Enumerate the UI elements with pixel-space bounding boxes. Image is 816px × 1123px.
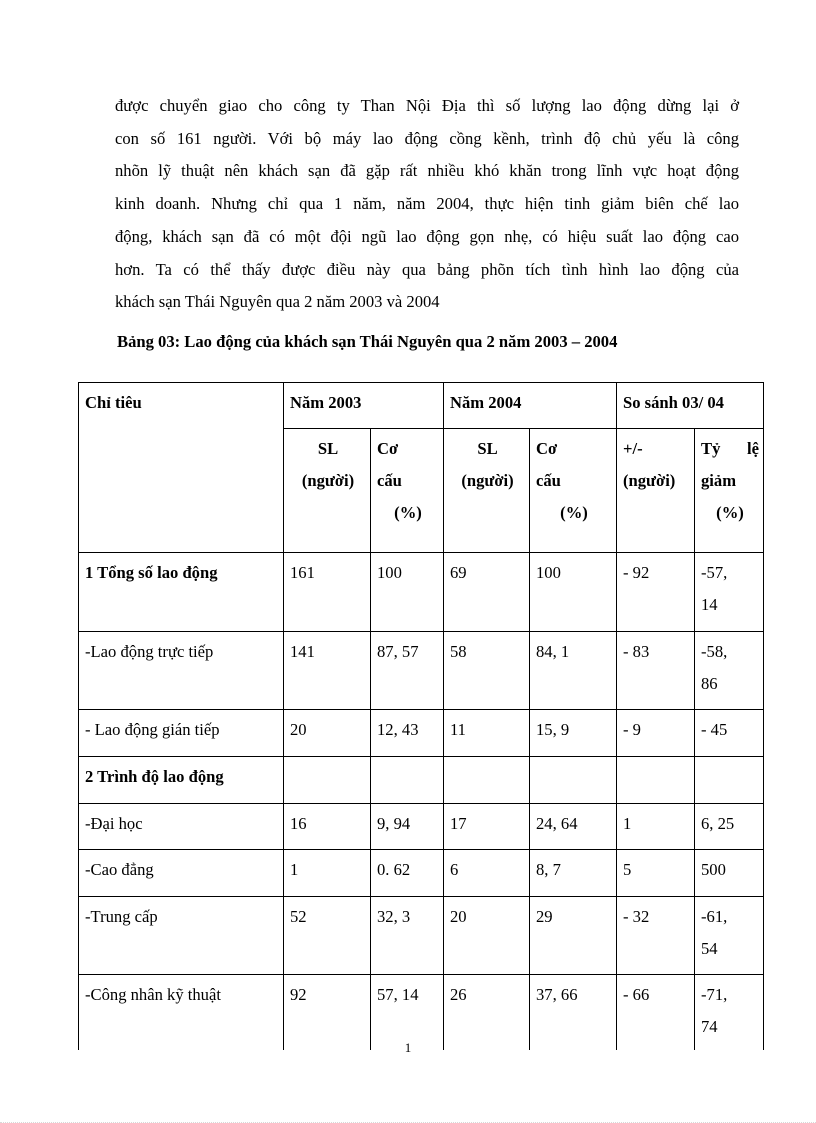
subheader-cc-2003: Cơ cấu (%)	[371, 429, 444, 553]
cell-rate: 500	[695, 850, 764, 897]
cell-cc-2004: 24, 64	[530, 804, 617, 850]
header-criteria: Chỉ tiêu	[79, 383, 284, 553]
cell-cc-2004: 8, 7	[530, 850, 617, 897]
cell-sl-2003: 141	[284, 632, 371, 710]
cell-cc-2003: 100	[371, 553, 444, 632]
cell-cc-2003: 32, 3	[371, 897, 444, 975]
table-caption: Bảng 03: Lao động của khách sạn Thái Nguyên qua 2 năm 2003 – 2004	[117, 332, 618, 351]
cell-diff	[617, 757, 695, 804]
cell-cc-2004: 37, 66	[530, 975, 617, 1050]
subheader-rate: Tỷ lệ giảm (%)	[695, 429, 764, 553]
cell-cc-2003: 57, 14	[371, 975, 444, 1050]
subheader-cc-2004: Cơ cấu (%)	[530, 429, 617, 553]
row-label: 2 Trình độ lao động	[79, 757, 284, 804]
cell-diff: - 66	[617, 975, 695, 1050]
cell-rate	[695, 757, 764, 804]
cell-sl-2004: 20	[444, 897, 530, 975]
cell-sl-2003: 161	[284, 553, 371, 632]
cell-sl-2003: 16	[284, 804, 371, 850]
subheader-sl-2003: SL (người)	[284, 429, 371, 553]
cell-cc-2004: 29	[530, 897, 617, 975]
header-compare: So sánh 03/ 04	[617, 383, 764, 429]
cell-cc-2003: 87, 57	[371, 632, 444, 710]
paragraph-line: kinh doanh. Nhưng chỉ qua 1 năm, năm 2004, thực hiện tinh giảm biên chế lao	[115, 194, 739, 214]
cell-diff: - 9	[617, 710, 695, 757]
cell-sl-2004: 6	[444, 850, 530, 897]
table-row	[79, 553, 764, 632]
subheader-sl-2004: SL (người)	[444, 429, 530, 553]
cell-rate: -61, 54	[695, 897, 764, 975]
cell-cc-2004: 84, 1	[530, 632, 617, 710]
cell-sl-2003: 1	[284, 850, 371, 897]
cell-diff: - 32	[617, 897, 695, 975]
cell-cc-2003: 9, 94	[371, 804, 444, 850]
header-year-2003: Năm 2003	[284, 383, 444, 429]
cell-sl-2004: 26	[444, 975, 530, 1050]
table-row	[79, 804, 764, 850]
cell-cc-2004	[530, 757, 617, 804]
cell-diff: 5	[617, 850, 695, 897]
paragraph-line: khách sạn Thái Nguyên qua 2 năm 2003 và 2004	[115, 292, 440, 312]
cell-sl-2003: 52	[284, 897, 371, 975]
row-label: -Lao động trực tiếp	[79, 632, 284, 710]
cell-sl-2004: 11	[444, 710, 530, 757]
cell-cc-2004: 15, 9	[530, 710, 617, 757]
table-row	[79, 710, 764, 757]
cell-sl-2003: 20	[284, 710, 371, 757]
paragraph-line: động, khách sạn đã có một đội ngũ lao động gọn nhẹ, có hiệu suất lao động cao	[115, 226, 739, 246]
row-label: -Công nhân kỹ thuật	[79, 975, 284, 1050]
row-label: 1 Tổng số lao động	[79, 553, 284, 632]
cell-sl-2004	[444, 757, 530, 804]
cell-rate: -57, 14	[695, 553, 764, 632]
cell-sl-2003: 92	[284, 975, 371, 1050]
cell-diff: - 83	[617, 632, 695, 710]
row-label: -Đại học	[79, 804, 284, 850]
table-row	[79, 850, 764, 897]
cell-diff: 1	[617, 804, 695, 850]
table-row	[79, 632, 764, 710]
cell-cc-2003	[371, 757, 444, 804]
cell-rate: 6, 25	[695, 804, 764, 850]
cell-cc-2003: 12, 43	[371, 710, 444, 757]
table-header-row	[79, 383, 764, 429]
table-row	[79, 975, 764, 1050]
row-label: -Trung cấp	[79, 897, 284, 975]
intro-paragraph	[115, 90, 739, 319]
paragraph-line: con số 161 người. Với bộ máy lao động cồng kềnh, trình độ chủ yếu là công	[115, 128, 739, 148]
cell-cc-2004: 100	[530, 553, 617, 632]
table-row	[79, 757, 764, 804]
cell-diff: - 92	[617, 553, 695, 632]
table-row	[79, 897, 764, 975]
page-number: 1	[404, 1040, 412, 1055]
cell-rate: -71, 74	[695, 975, 764, 1050]
cell-sl-2003	[284, 757, 371, 804]
row-label: -Cao đẳng	[79, 850, 284, 897]
paragraph-line: hơn. Ta có thể thấy được điều này qua bảng phõn tích tình hình lao động của	[115, 259, 739, 279]
labor-table	[78, 382, 764, 1050]
subheader-diff: +/- (người)	[617, 429, 695, 553]
paragraph-line: được chuyển giao cho công ty Than Nội Địa thì số lượng lao động dừng lại ở	[115, 96, 739, 115]
cell-sl-2004: 58	[444, 632, 530, 710]
cell-cc-2003: 0. 62	[371, 850, 444, 897]
cell-sl-2004: 69	[444, 553, 530, 632]
row-label: - Lao động gián tiếp	[79, 710, 284, 757]
header-year-2004: Năm 2004	[444, 383, 617, 429]
cell-rate: - 45	[695, 710, 764, 757]
cell-rate: -58, 86	[695, 632, 764, 710]
cell-sl-2004: 17	[444, 804, 530, 850]
paragraph-line: nhõn lỹ thuật nên khách sạn đã gặp rất nhiều khó khăn trong lĩnh vực hoạt động	[115, 161, 739, 181]
